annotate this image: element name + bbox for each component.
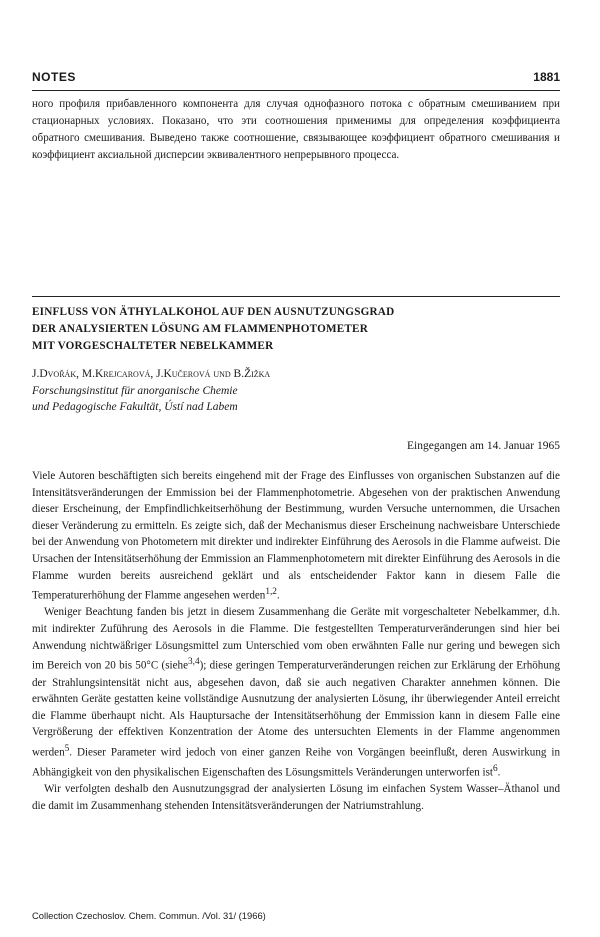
paragraph-text: . (497, 766, 501, 779)
journal-page (32, 0, 560, 937)
reference-marker: 5 (64, 743, 70, 754)
title-line: DER ANALYSIERTEN LÖSUNG AM FLAMMENPHOTOMETER (32, 323, 368, 335)
page-number: 1881 (533, 70, 560, 84)
body-paragraph (32, 468, 560, 604)
paragraph-text: Wir verfolgten deshalb den Ausnutzungsgrad der analysierten Lösung im einfachen System Wasser–Äthanol und die damit im Zusammenhang stehenden Intensitätsveränderungen der Natriumstrahlung. (32, 783, 560, 813)
article-authors: J.Dvořák, M.Krejcarová, J.Kučerová und B.Žižka (32, 368, 271, 380)
article-affiliation (32, 383, 560, 415)
affiliation-line: und Pedagogische Fakultät, Ústí nad Labem (32, 401, 238, 413)
header-rule (32, 90, 560, 91)
section-label: NOTES (32, 70, 76, 84)
body-paragraph (32, 781, 560, 814)
article-title (32, 304, 560, 355)
reference-marker: 3,4 (188, 657, 200, 668)
paragraph-text: Weniger Beachtung fanden bis jetzt in diesem Zusammenhang die Geräte mit vorgeschalteter Nebelkammer, d.h. mit indirekter Zuführung des Aerosols in die Flamme. Die festgestellten Temperaturveränderungen sind hier bei Anwendung nichtwäßriger Lösungsmittel zum Unterschied vom oben erwähnten Falle nur gering und bewegen sich im Bereich von 20 bis 50°C (siehe (32, 606, 560, 672)
running-head (32, 70, 560, 86)
reference-marker: 1,2 (265, 587, 277, 598)
title-line: MIT VORGESCHALTETER NEBELKAMMER (32, 340, 274, 352)
russian-abstract-continuation: ного профиля прибавленного компонента для случая однофазного потока с обратным смешиванием при стационарных условиях. Показано, что эти соотношения применимы для определения коэффициента обратного смешивания. Выведено также соотношение, связывающее коэффициент обратного смешивания и коэффициент аксиальной дисперсии эквивалентного непрерывного процесса. (32, 98, 560, 161)
journal-citation-footer: Collection Czechoslov. Chem. Commun. /Vol. 31/ (1966) (32, 910, 266, 921)
affiliation-line: Forschungsinstitut für anorganische Chemie (32, 385, 238, 397)
title-line: EINFLUSS VON ÄTHYLALKOHOL AUF DEN AUSNUTZUNGSGRAD (32, 306, 395, 318)
paragraph-text: Viele Autoren beschäftigten sich bereits eingehend mit der Frage des Einflusses von organischen Substanzen auf die Intensitätsveränderungen der Emmission bei der Flammenphotometrie. Abgesehen von der praktischen Anwendung dieser Erscheinung, der Empfindlichkeitserhöhung der Bestimmung, wurden Versuche unternommen, die Ursachen dieser Veränderung zu ermitteln. Es zeigte sich, daß der Mechanismus dieser Erscheinung nachweisbare Unterschiede bei der Anwendung von Photometern mit direkter und indirekter Einführung des Aerosols in die Flamme aufweist. Die Ursachen der Intensitätserhöhung der Emmission an Flammenphotometern mit direkter Einführung des Aerosols in die Flamme wurden bereits ausreichend geklärt und als entscheidender Faktor kann in diesem Falle die Temperaturerhöhung der Flamme angesehen werden (32, 470, 560, 602)
article-separator-rule (32, 296, 560, 297)
paragraph-text: . Dieser Parameter wird jedoch von einer ganzen Reihe von Vorgängen beeinflußt, deren Auswirkung in Abhängigkeit von den physikalischen Eigenschaften des Lösungsmittels Veränderungen unterworfen ist (32, 746, 560, 779)
received-date: Eingegangen am 14. Januar 1965 (407, 440, 560, 452)
paragraph-text: ); diese geringen Temperaturveränderungen reichen zur Erklärung der Erhöhung der Strahlungsintensität nicht aus, abgesehen davon, daß sie auch negativen Charakter annehmen können. Die erwähnten Geräte gestatten keine vollständige Ausnutzung der analysierten Lösung, ihr überwiegender Anteil erreicht die Flamme überhaupt nicht. Als Hauptursache der Intensitätserhöhung der Emmission kann in diesem Falle eine Vergrößerung der effektiven Konzentration der Atome des untersuchten Elements in der Flamme angenommen werden (32, 659, 560, 759)
paragraph-text: . (276, 589, 280, 602)
body-paragraph (32, 604, 560, 781)
article-body (32, 468, 560, 815)
reference-marker: 6 (493, 764, 498, 775)
